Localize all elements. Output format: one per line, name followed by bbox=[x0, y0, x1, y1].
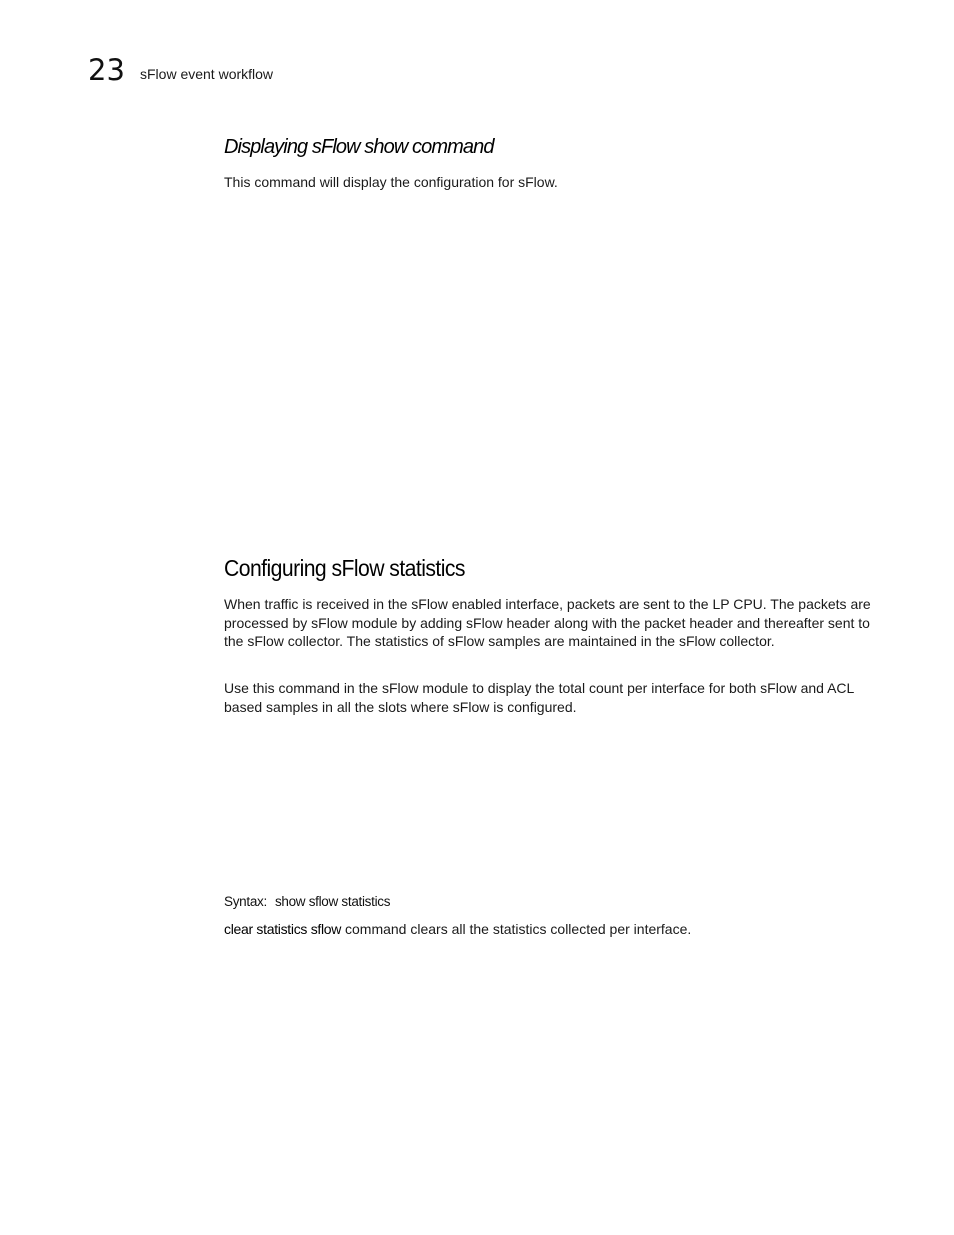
section-heading-display: Displaying sFlow show command bbox=[224, 136, 494, 158]
chapter-number: 23 bbox=[88, 53, 125, 87]
display-paragraph: This command will display the configuration for sFlow. bbox=[224, 174, 558, 190]
statistics-paragraph-1: When traffic is received in the sFlow enabled interface, packets are sent to the LP CPU. The packets are processed by sFlow module by adding sFlow header along with the packet header and thereafter sent to the sFlow collector. The statistics of sFlow samples are maintained in the sFlow collector. bbox=[224, 596, 871, 650]
syntax-label: Syntax: bbox=[224, 894, 267, 909]
statistics-paragraph-2: Use this command in the sFlow module to display the total count per interface for both sFlow and ACL based samples in all the slots where sFlow is configured. bbox=[224, 680, 854, 715]
syntax-line bbox=[224, 893, 390, 911]
clear-command: clear statistics sflow bbox=[224, 921, 342, 937]
section-heading-statistics: Configuring sFlow statistics bbox=[224, 555, 465, 581]
clear-command-paragraph bbox=[224, 920, 874, 939]
syntax-command: show sflow statistics bbox=[274, 894, 391, 909]
running-header: sFlow event workflow bbox=[140, 66, 274, 82]
clear-command-description: command clears all the statistics collected per interface. bbox=[341, 921, 692, 937]
